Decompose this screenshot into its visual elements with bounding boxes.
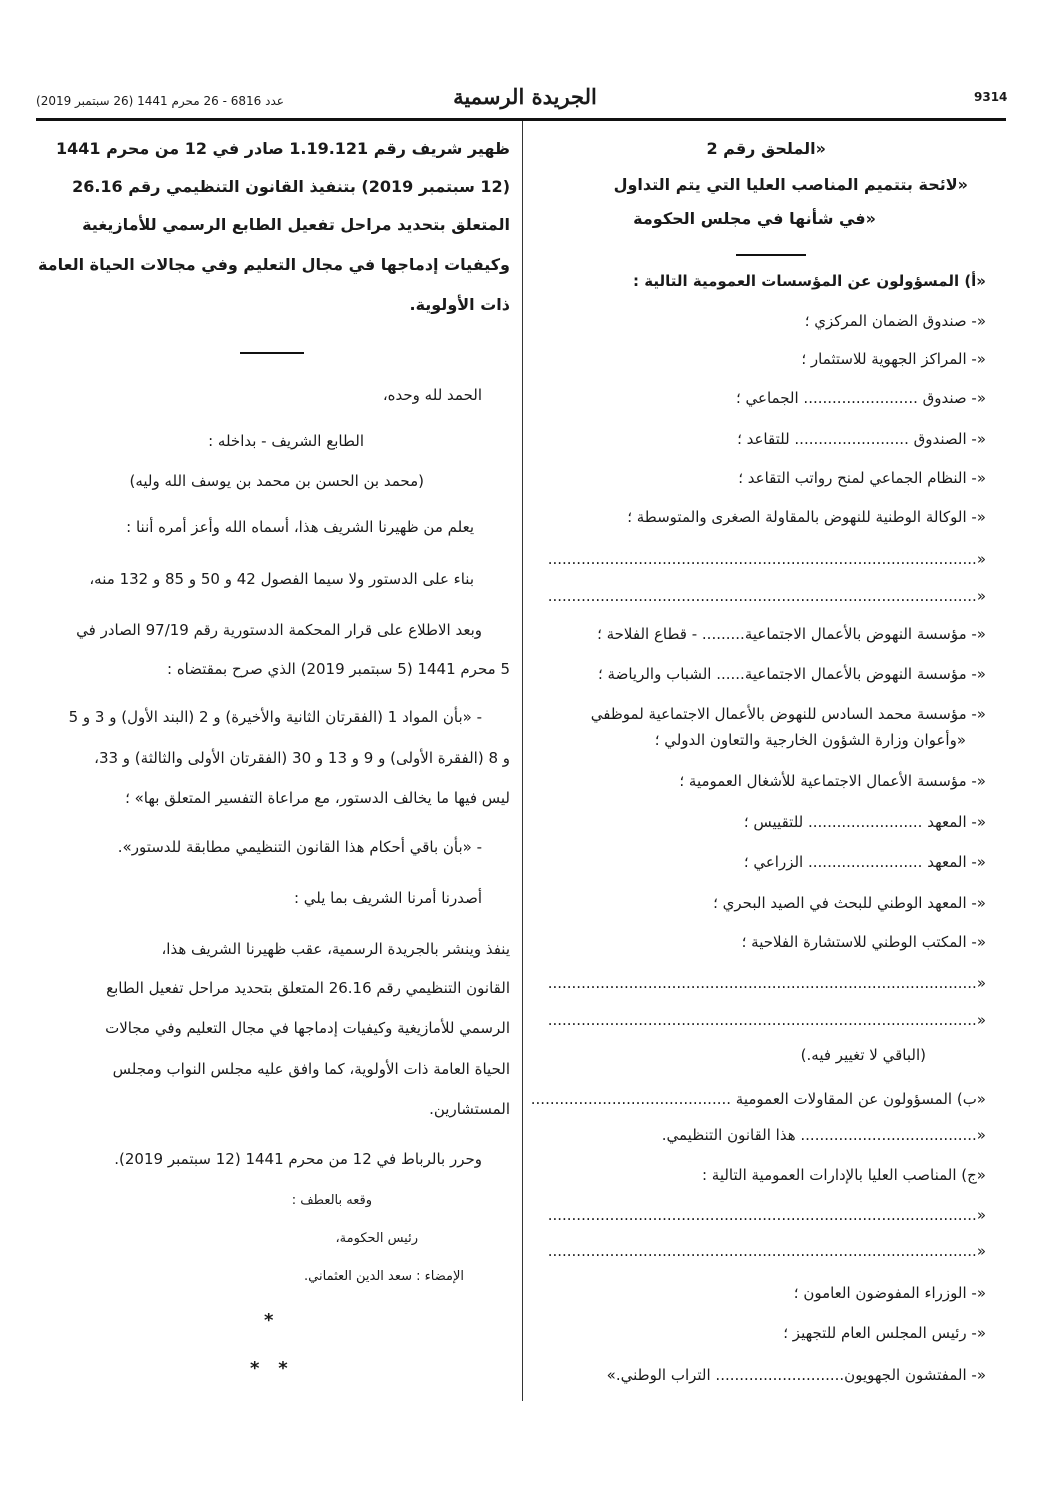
title-separator	[240, 352, 304, 354]
list-item: «- المكتب الوطني للاستشارة الفلاحية ؛	[741, 933, 986, 951]
dahir-title-line: وكيفيات إدماجها في مجال التعليم وفي مجالات الحياة العامة	[37, 255, 510, 274]
decision-line: - «بأن باقي أحكام هذا القانون التنظيمي مطابقة للدستور».	[117, 838, 482, 856]
remainder-note: (الباقي لا تغيير فيه.)	[800, 1046, 926, 1064]
countersign: وقعه بالعطف :	[291, 1193, 372, 1208]
section-stars: * *	[250, 1358, 288, 1379]
list-item: «- المعهد ........................ للتقييس ؛	[743, 813, 986, 831]
list-item: «- الوزراء المفوضون العامون ؛	[793, 1284, 986, 1302]
list-item: «- رئيس المجلس العام للتجهيز ؛	[783, 1324, 986, 1342]
list-item: «- صندوق الضمان المركزي ؛	[804, 312, 986, 330]
header-rule	[36, 118, 1006, 121]
column-divider	[522, 121, 523, 1401]
list-item: «- النظام الجماعي لمنح رواتب التقاعد ؛	[738, 469, 986, 487]
list-item: «- مؤسسة محمد السادس للنهوض بالأعمال الاجتماعية لموظفي	[590, 705, 986, 723]
list-title-line2: «في شأنها في مجلس الحكومة	[633, 209, 876, 228]
list-item: «- المراكز الجهوية للاستثمار ؛	[801, 350, 986, 368]
list-item: «- الوكالة الوطنية للنهوض بالمقاولة الصغرى والمتوسطة ؛	[627, 508, 986, 526]
list-item: «- مؤسسة النهوض بالأعمال الاجتماعية......... - قطاع الفلاحة ؛	[597, 625, 986, 643]
publish-line: ينفذ وينشر بالجريدة الرسمية، عقب ظهيرنا الشريف هذا،	[161, 940, 510, 958]
title-separator	[736, 254, 806, 256]
elided-line: «..........................................................................................	[547, 974, 986, 992]
review-line: وبعد الاطلاع على قرار المحكمة الدستورية رقم 97/19 الصادر في	[76, 621, 482, 639]
publish-line: القانون التنظيمي رقم 26.16 المتعلق بتحديد مراحل تفعيل الطابع	[106, 979, 510, 997]
dahir-title-line: ذات الأولوية.	[409, 295, 510, 314]
list-item: «- المعهد الوطني للبحث في الصيد البحري ؛	[713, 894, 986, 912]
review-line: 5 محرم 1441 (5 سبتمبر 2019) الذي صرح بمقتضاه :	[167, 660, 510, 678]
section-c-heading: «ج) المناصب العليا بالإدارات العمومية التالية :	[701, 1166, 986, 1184]
list-item-cont: «وأعوان وزارة الشؤون الخارجية والتعاون الدولي ؛	[654, 731, 966, 749]
publish-line: الحياة العامة ذات الأولوية، كما وافق عليه مجلس النواب ومجلس	[112, 1060, 510, 1078]
seal: الطابع الشريف - بداخله :	[208, 432, 364, 450]
issue-info: عدد 6816 - 26 محرم 1441 (26 سبتمبر 2019)	[36, 94, 284, 108]
dahir-title-line: (12 سبتمبر 2019) بتنفيذ القانون التنظيمي رقم 26.16	[72, 177, 510, 196]
elided-line: «..........................................................................................	[547, 1206, 986, 1224]
order: أصدرنا أمرنا الشريف بما يلي :	[293, 889, 482, 907]
dahir-title-line: ظهير شريف رقم 1.19.121 صادر في 12 من محرم 1441	[56, 139, 510, 158]
list-title-line1: «لائحة بتتميم المناصب العليا التي يتم التداول	[613, 175, 968, 194]
signature: الإمضاء : سعد الدين العثماني.	[304, 1269, 464, 1284]
list-item: «- مؤسسة الأعمال الاجتماعية للأشغال العمومية ؛	[679, 772, 986, 790]
elided-line: «..........................................................................................	[547, 1242, 986, 1260]
section-star: *	[264, 1310, 274, 1331]
elided-line: «..........................................................................................	[547, 587, 986, 605]
praise: الحمد لله وحده،	[382, 386, 482, 404]
annex-title: «الملحق رقم 2	[706, 139, 826, 158]
section-b-cont: «..................................... هذا القانون التنظيمي.	[661, 1126, 986, 1144]
elided-line: «..........................................................................................	[547, 1011, 986, 1029]
gazette-title: الجريدة الرسمية	[453, 84, 597, 109]
section-b-heading: «ب) المسؤولون عن المقاولات العمومية ..........................................	[530, 1090, 986, 1108]
section-a-heading: «أ) المسؤولون عن المؤسسات العمومية التالية :	[633, 272, 986, 290]
publish-line: المستشارين.	[429, 1100, 510, 1118]
king-name: (محمد بن الحسن بن محمد بن يوسف الله وليه)	[129, 472, 424, 490]
decision-line: ليس فيها ما يخالف الدستور، مع مراعاة التفسير المتعلق بها» ؛	[125, 789, 510, 807]
constitution-basis: بناء على الدستور ولا سيما الفصول 42 و 50 و 85 و 132 منه،	[89, 570, 474, 588]
list-item: «- صندوق ........................ الجماعي ؛	[736, 389, 986, 407]
decision-line: و 8 (الفقرة الأولى) و 9 و 13 و 30 (الفقرتان الأولى والثالثة) و 33،	[94, 749, 510, 767]
publish-line: الرسمي للأمازيغية وكيفيات إدماجها في مجال التعليم وفي مجالات	[105, 1019, 510, 1037]
dahir-title-line: المتعلق بتحديد مراحل تفعيل الطابع الرسمي للأمازيغية	[82, 215, 510, 234]
list-item: «- المفتشون الجهويون........................... التراب الوطني.»	[606, 1366, 986, 1384]
pm-title: رئيس الحكومة،	[335, 1231, 418, 1246]
page-number: 9314	[974, 90, 1008, 104]
list-item: «- المعهد ........................ الزراعي ؛	[743, 853, 986, 871]
elided-line: «..........................................................................................	[547, 550, 986, 568]
list-item: «- الصندوق ........................ للتقاعد ؛	[737, 430, 986, 448]
dated: وحرر بالرباط في 12 من محرم 1441 (12 سبتمبر 2019).	[114, 1150, 482, 1168]
list-item: «- مؤسسة النهوض بالأعمال الاجتماعية...... الشباب والرياضة ؛	[598, 665, 986, 683]
announce: يعلم من ظهيرنا الشريف هذا، أسماه الله وأعز أمره أننا :	[126, 518, 474, 536]
decision-line: - «بأن المواد 1 (الفقرتان الثانية والأخيرة) و 2 (البند الأول) و 3 و 5	[68, 708, 482, 726]
